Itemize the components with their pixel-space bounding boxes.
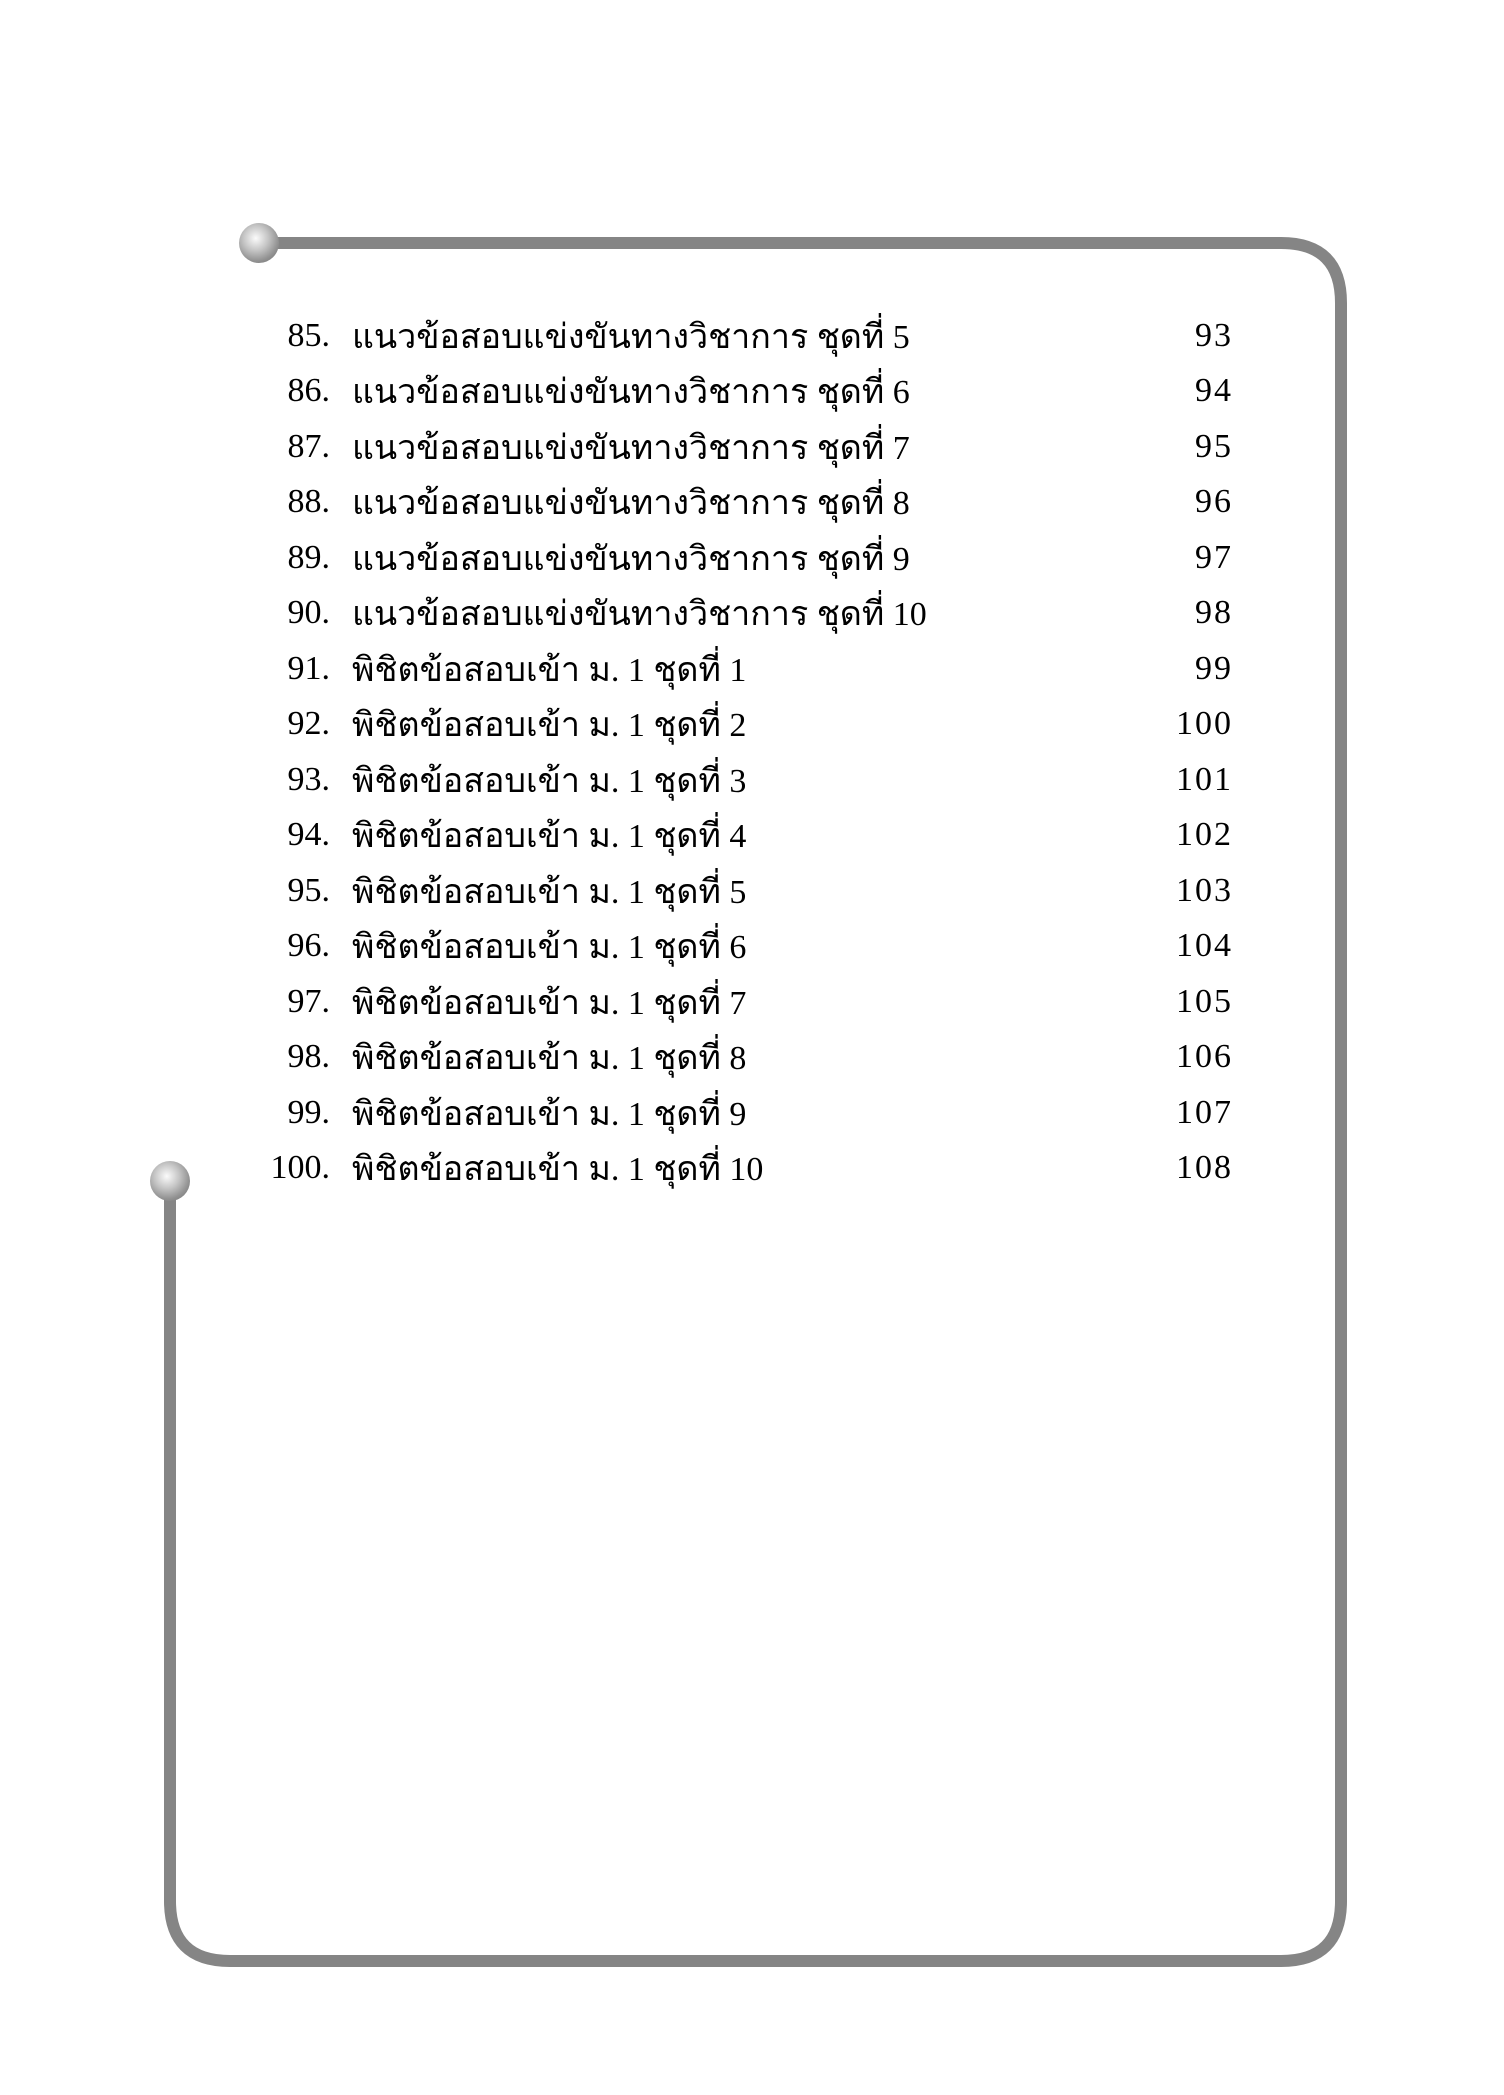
entry-page-number: 102 [1176,816,1233,854]
entry-number: 87. [287,427,330,465]
toc-entry [200,919,1233,975]
entry-page-number: 95 [1195,427,1233,465]
entry-title: แนวข้อสอบแข่งขันทางวิชาการ ชุดที่ 6 [352,374,910,412]
toc-entry [200,863,1233,919]
entry-title: พิชิตข้อสอบเข้า ม. 1 ชุดที่ 10 [352,1151,764,1189]
entry-title: พิชิตข้อสอบเข้า ม. 1 ชุดที่ 2 [352,707,747,745]
entry-title: แนวข้อสอบแข่งขันทางวิชาการ ชุดที่ 5 [352,318,910,356]
toc-entry [200,308,1233,364]
entry-number: 90. [287,594,330,632]
entry-page-number: 103 [1176,871,1233,909]
entry-page-number: 101 [1176,760,1233,798]
entry-title: พิชิตข้อสอบเข้า ม. 1 ชุดที่ 7 [352,984,747,1022]
entry-title: พิชิตข้อสอบเข้า ม. 1 ชุดที่ 3 [352,762,747,800]
toc-entry [200,697,1233,753]
entry-page-number: 106 [1176,1038,1233,1076]
entry-number: 99. [287,1093,330,1131]
frame-ball-left-icon [150,1161,190,1201]
entry-title: พิชิตข้อสอบเข้า ม. 1 ชุดที่ 4 [352,818,747,856]
entry-page-number: 99 [1195,649,1233,687]
entry-number: 100. [270,1149,330,1187]
toc-entry [200,586,1233,642]
toc-entry [200,1085,1233,1141]
entry-number: 92. [287,705,330,743]
frame-ball-top-icon [239,223,279,263]
entry-page-number: 98 [1195,594,1233,632]
entry-number: 94. [287,816,330,854]
entry-number: 91. [287,649,330,687]
toc-list [200,308,1233,1196]
entry-page-number: 94 [1195,372,1233,410]
entry-title: พิชิตข้อสอบเข้า ม. 1 ชุดที่ 9 [352,1095,747,1133]
entry-page-number: 100 [1176,705,1233,743]
toc-entry [200,364,1233,420]
entry-number: 95. [287,871,330,909]
entry-title: แนวข้อสอบแข่งขันทางวิชาการ ชุดที่ 8 [352,485,910,523]
toc-entry [200,752,1233,808]
entry-number: 97. [287,982,330,1020]
entry-page-number: 104 [1176,927,1233,965]
toc-entry [200,974,1233,1030]
entry-page-number: 96 [1195,483,1233,521]
entry-title: แนวข้อสอบแข่งขันทางวิชาการ ชุดที่ 7 [352,429,910,467]
entry-title: แนวข้อสอบแข่งขันทางวิชาการ ชุดที่ 10 [352,596,927,634]
toc-entry [200,419,1233,475]
entry-page-number: 107 [1176,1093,1233,1131]
entry-title: พิชิตข้อสอบเข้า ม. 1 ชุดที่ 6 [352,929,747,967]
entry-title: พิชิตข้อสอบเข้า ม. 1 ชุดที่ 8 [352,1040,747,1078]
entry-title: พิชิตข้อสอบเข้า ม. 1 ชุดที่ 1 [352,651,747,689]
toc-entry [200,475,1233,531]
entry-page-number: 97 [1195,538,1233,576]
toc-entry [200,530,1233,586]
entry-number: 85. [287,316,330,354]
entry-number: 88. [287,483,330,521]
entry-title: พิชิตข้อสอบเข้า ม. 1 ชุดที่ 5 [352,873,747,911]
toc-entry [200,1141,1233,1197]
entry-page-number: 93 [1195,316,1233,354]
entry-number: 86. [287,372,330,410]
toc-entry [200,1030,1233,1086]
toc-entry [200,808,1233,864]
toc-entry [200,641,1233,697]
entry-number: 98. [287,1038,330,1076]
entry-page-number: 105 [1176,982,1233,1020]
entry-page-number: 108 [1176,1149,1233,1187]
entry-title: แนวข้อสอบแข่งขันทางวิชาการ ชุดที่ 9 [352,540,910,578]
entry-number: 93. [287,760,330,798]
entry-number: 89. [287,538,330,576]
entry-number: 96. [287,927,330,965]
